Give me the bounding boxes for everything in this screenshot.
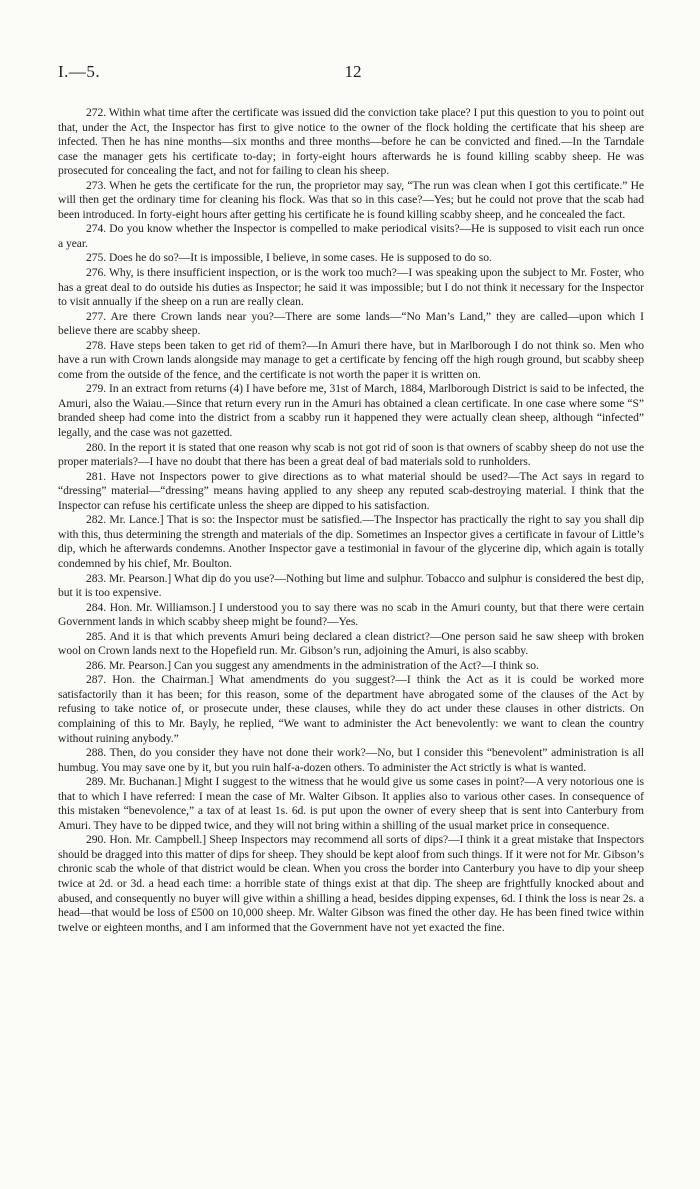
document-body — [58, 106, 644, 935]
paragraph: 280. In the report it is stated that one reason why scab is not got rid of soon is that owners of scabby sheep do not use the proper materials?—I have no doubt that there has been a great deal of bad materials sold to runholders. — [58, 440, 644, 469]
paragraph: 278. Have steps been taken to get rid of them?—In Amuri there have, but in Marlborough I do not think so. Men who have a run with Crown lands alongside may manage to get a certificate by fencing off the high rough ground, but scabby sheep come from the outside of the fence, and the certificate is not worth the paper it is written on. — [58, 338, 644, 381]
paragraph: 287. Hon. the Chairman.] What amendments do you suggest?—I think the Act as it is could be worked more satisfactorily than it has been; for this reason, some of the department have abrogated some of the clauses of the Act by refusing to take notice of, or prosecute under, these clauses, while they do act under these clauses in other districts. On complaining of this to Mr. Bayly, he replied, “We want to administer the Act benevolently: we want to clean the country without ruining anybody.” — [58, 673, 644, 745]
paragraph: 286. Mr. Pearson.] Can you suggest any amendments in the administration of the Act?—I think so. — [86, 658, 539, 672]
paragraph: 284. Hon. Mr. Williamson.] I understood you to say there was no scab in the Amuri county, but that there were certain Government lands in which scabby sheep might be found?—Yes. — [58, 600, 644, 629]
paragraph: 275. Does he do so?—It is impossible, I believe, in some cases. He is supposed to do so. — [86, 251, 492, 265]
paragraph: 277. Are there Crown lands near you?—There are some lands—“No Man’s Land,” they are called—upon which I believe there are scabby sheep. — [58, 309, 644, 338]
document-reference: I.—5. — [58, 62, 101, 81]
paragraph: 290. Hon. Mr. Campbell.] Sheep Inspectors may recommend all sorts of dips?—I think it a great mistake that Inspectors should be dragged into this matter of dips for sheep. They should be kept aloof from such things. If it were not for Mr. Gibson’s chronic scab the whole of that district would be clean. When you cross the border into Canterbury you have to dip your sheep twice at 2d. or 3d. a head each time: a horrible state of things exist at that dip. The sheep are frightfully knocked about and abused, and consequently no buyer will give within a shilling a head, besides dipping expenses, 6d. I think the loss is near 2s. a head—that would be loss of £500 on 10,000 sheep. Mr. Walter Gibson was fined the other day. He has been fined twice within twelve or eighteen months, and I am informed that the Government have not yet exacted the fine. — [58, 833, 644, 934]
paragraph: 279. In an extract from returns (4) I have before me, 31st of March, 1884, Marlborough District is said to be infected, the Amuri, also the Waiau.—Since that return every run in the Amuri has obtained a clean certificate. In one case where some “S” branded sheep had come into the district from a scabby run it happened they were actually clean sheep, although “infected” legally, and the case was not gazetted. — [58, 382, 644, 440]
paragraph: 272. Within what time after the certificate was issued did the conviction take place? I put this question to you to point out that, under the Act, the Inspector has first to give notice to the owner of the flock holding the certificate that his sheep are infected. Then he has nine months—six months and three months—before he can be convicted and fined.—In the Tarndale case the manager gets his certificate to-day; in forty-eight hours afterwards he is found killing scabby sheep. He was prosecuted for concealing the fact, and not for failing to clean his sheep. — [58, 106, 644, 178]
page-header — [58, 62, 648, 86]
paragraph: 274. Do you know whether the Inspector is compelled to make periodical visits?—He is supposed to visit each run once a year. — [58, 222, 644, 250]
paragraph: 282. Mr. Lance.] That is so: the Inspector must be satisfied.—The Inspector has practically the right to say you shall dip with this, thus determining the strength and materials of the dip. Sometimes an Inspector gives a certificate in favour of Little’s dip, which he afterwards condemns. Another Inspector gave a testimonial in favour of the glycerine dip, which again is totally condemned by his chief, Mr. Boulton. — [58, 513, 644, 570]
paragraph: 283. Mr. Pearson.] What dip do you use?—Nothing but lime and sulphur. Tobacco and sulphur is considered the best dip, but it is too expensive. — [58, 571, 644, 600]
paragraph: 289. Mr. Buchanan.] Might I suggest to the witness that he would give us some cases in point?—A very notorious one is that to which I have referred: I mean the case of Mr. Walter Gibson. It applies also to various other cases. In consequence of this mistaken “benevolence,” a tax of at least 1s. 6d. is put upon the owner of every sheep that is sent into Canterbury from Amuri. They have to be dipped twice, and they will not bring within a shilling of the usual market price in consequence. — [58, 775, 644, 832]
paragraph: 276. Why, is there insufficient inspection, or is the work too much?—I was speaking upon the subject to Mr. Foster, who has a great deal to do outside his duties as Inspector; he said it was impossible; but I do not think it necessary for the Inspector to visit annually if the sheep on a run are really clean. — [58, 266, 644, 309]
page-number: 12 — [344, 62, 362, 81]
paragraph: 273. When he gets the certificate for the run, the proprietor may say, “The run was clean when I got this certificate.” He will then get the ordinary time for cleaning his flock. Was that so in this case?—Yes; but he could not prove that the scab had been introduced. In forty-eight hours after getting his certificate he is found killing scabby sheep, and he concealed the fact. — [58, 178, 644, 221]
paragraph: 281. Have not Inspectors power to give directions as to what material should be used?—The Act says in regard to “dressing” material—“dressing” means having applied to any sheep any reputed scab-destroying material. I think that the Inspector can refuse his certificate unless the sheep are dipped to his satisfaction. — [58, 469, 644, 512]
paragraph: 285. And it is that which prevents Amuri being declared a clean district?—One person said he saw sheep with broken wool on Crown lands next to the Hopefield run. Mr. Gibson’s run, adjoining the Amuri, is also scabby. — [58, 629, 644, 658]
paragraph: 288. Then, do you consider they have not done their work?—No, but I consider this “benevolent” administration is all humbug. You may save one by it, but you ruin half-a-dozen others. To administer the Act strictly is what is wanted. — [58, 746, 644, 774]
